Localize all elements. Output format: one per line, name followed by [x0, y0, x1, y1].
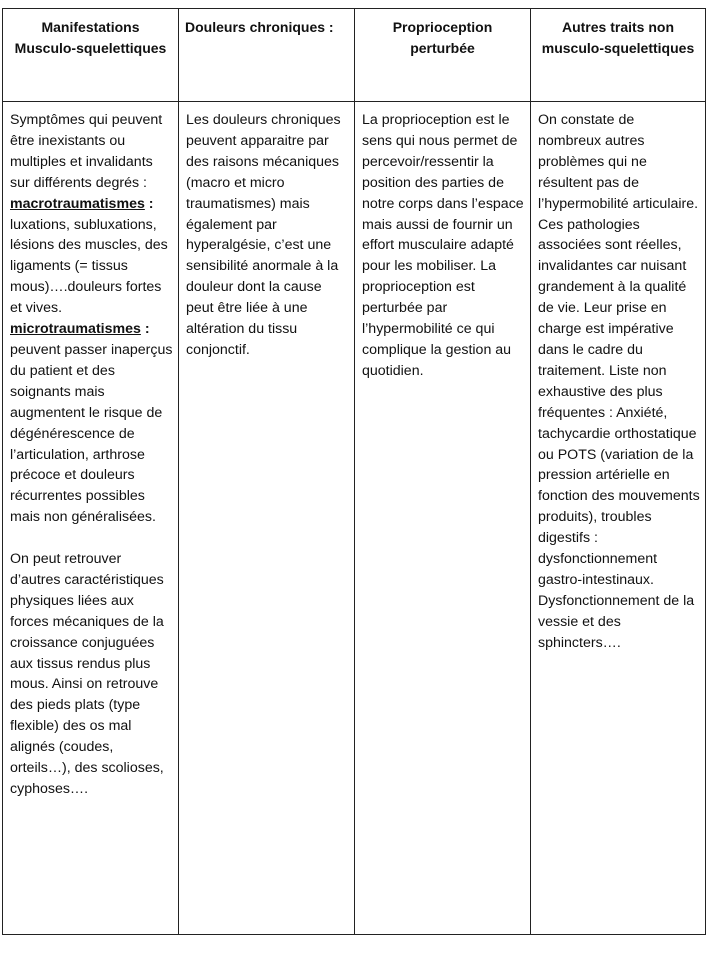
macro-text: luxations, subluxations, lésions des muscles, des ligaments (= tissus mous)….douleurs fortes et vives.: [10, 216, 168, 317]
header-proprioception: Proprioception perturbée: [392, 19, 493, 56]
musculo-intro: [10, 110, 174, 528]
microtraumatismes-term: microtraumatismes: [10, 321, 141, 338]
macrotraumatismes-term: macrotraumatismes: [10, 195, 145, 212]
paragraph-gap: [10, 528, 174, 549]
cell-autres: [531, 102, 706, 935]
body-row: [3, 102, 706, 935]
musculo-intro-text: Symptômes qui peuvent être inexistants ou multiples et invalidants sur différents degrés :: [10, 112, 163, 191]
macro-colon: :: [144, 195, 154, 212]
header-cell-proprioception: [355, 9, 531, 102]
proprioception-text: La proprioception est le sens qui nous permet de percevoir/ressentir la position des parties de notre corps dans l’espace mais aussi de fournir un effort musculaire adapté pour les mobiliser. La proprioception est perturbée par l’hypermobilité ce qui complique la gestion au quotidien.: [362, 112, 524, 379]
cell-proprioception: [355, 102, 531, 935]
header-autres: Autres traits non musculo-squelettiques: [541, 19, 695, 56]
musculo-para2: On peut retrouver d’autres caractéristiques physiques liées aux forces mécaniques de la croissance conjuguées aux tissus rendus plus mous. Ainsi on retrouve des pieds plats (type flexible) des os mal alignés (coudes, orteils…), des scolioses, cyphoses….: [10, 551, 164, 797]
micro-colon: :: [140, 321, 150, 338]
content-table: [2, 8, 706, 935]
header-cell-musculo: [3, 9, 179, 102]
header-cell-douleurs: [179, 9, 355, 102]
header-row: [3, 9, 706, 102]
autres-text: On constate de nombreux autres problèmes qui ne résultent pas de l’hypermobilité articulaire. Ces pathologies associées sont réelles, invalidantes car nuisant grandement à la qualité de vie. Leur prise en charge est impérative dans le cadre du traitement. Liste non exhaustive des plus fréquentes : Anxiété, tachycardie orthostatique ou POTS (variation de la pression artérielle en fonction des mouvements produits), troubles digestifs : dysfonctionnement gastro-intestinaux. Dysfonctionnement de la vessie et des sphincters….: [538, 112, 700, 651]
cell-douleurs: [179, 102, 355, 935]
micro-text: peuvent passer inaperçus du patient et des soignants mais augmentent le risque de dégénérescence de l’articulation, arthrose précoce et douleurs récurrentes possibles mais non généralisées.: [10, 341, 173, 526]
header-musculo: Manifestations Musculo-squelettiques: [14, 19, 167, 56]
cell-musculo: [3, 102, 179, 935]
header-cell-autres: [531, 9, 706, 102]
header-douleurs: Douleurs chroniques :: [185, 19, 334, 35]
douleurs-text: Les douleurs chroniques peuvent apparaitre par des raisons mécaniques (macro et micro traumatismes) mais également par hyperalgésie, c’est une sensibilité anormale à la douleur dont la cause peut être liée à une altération du tissu conjonctif.: [186, 112, 341, 358]
